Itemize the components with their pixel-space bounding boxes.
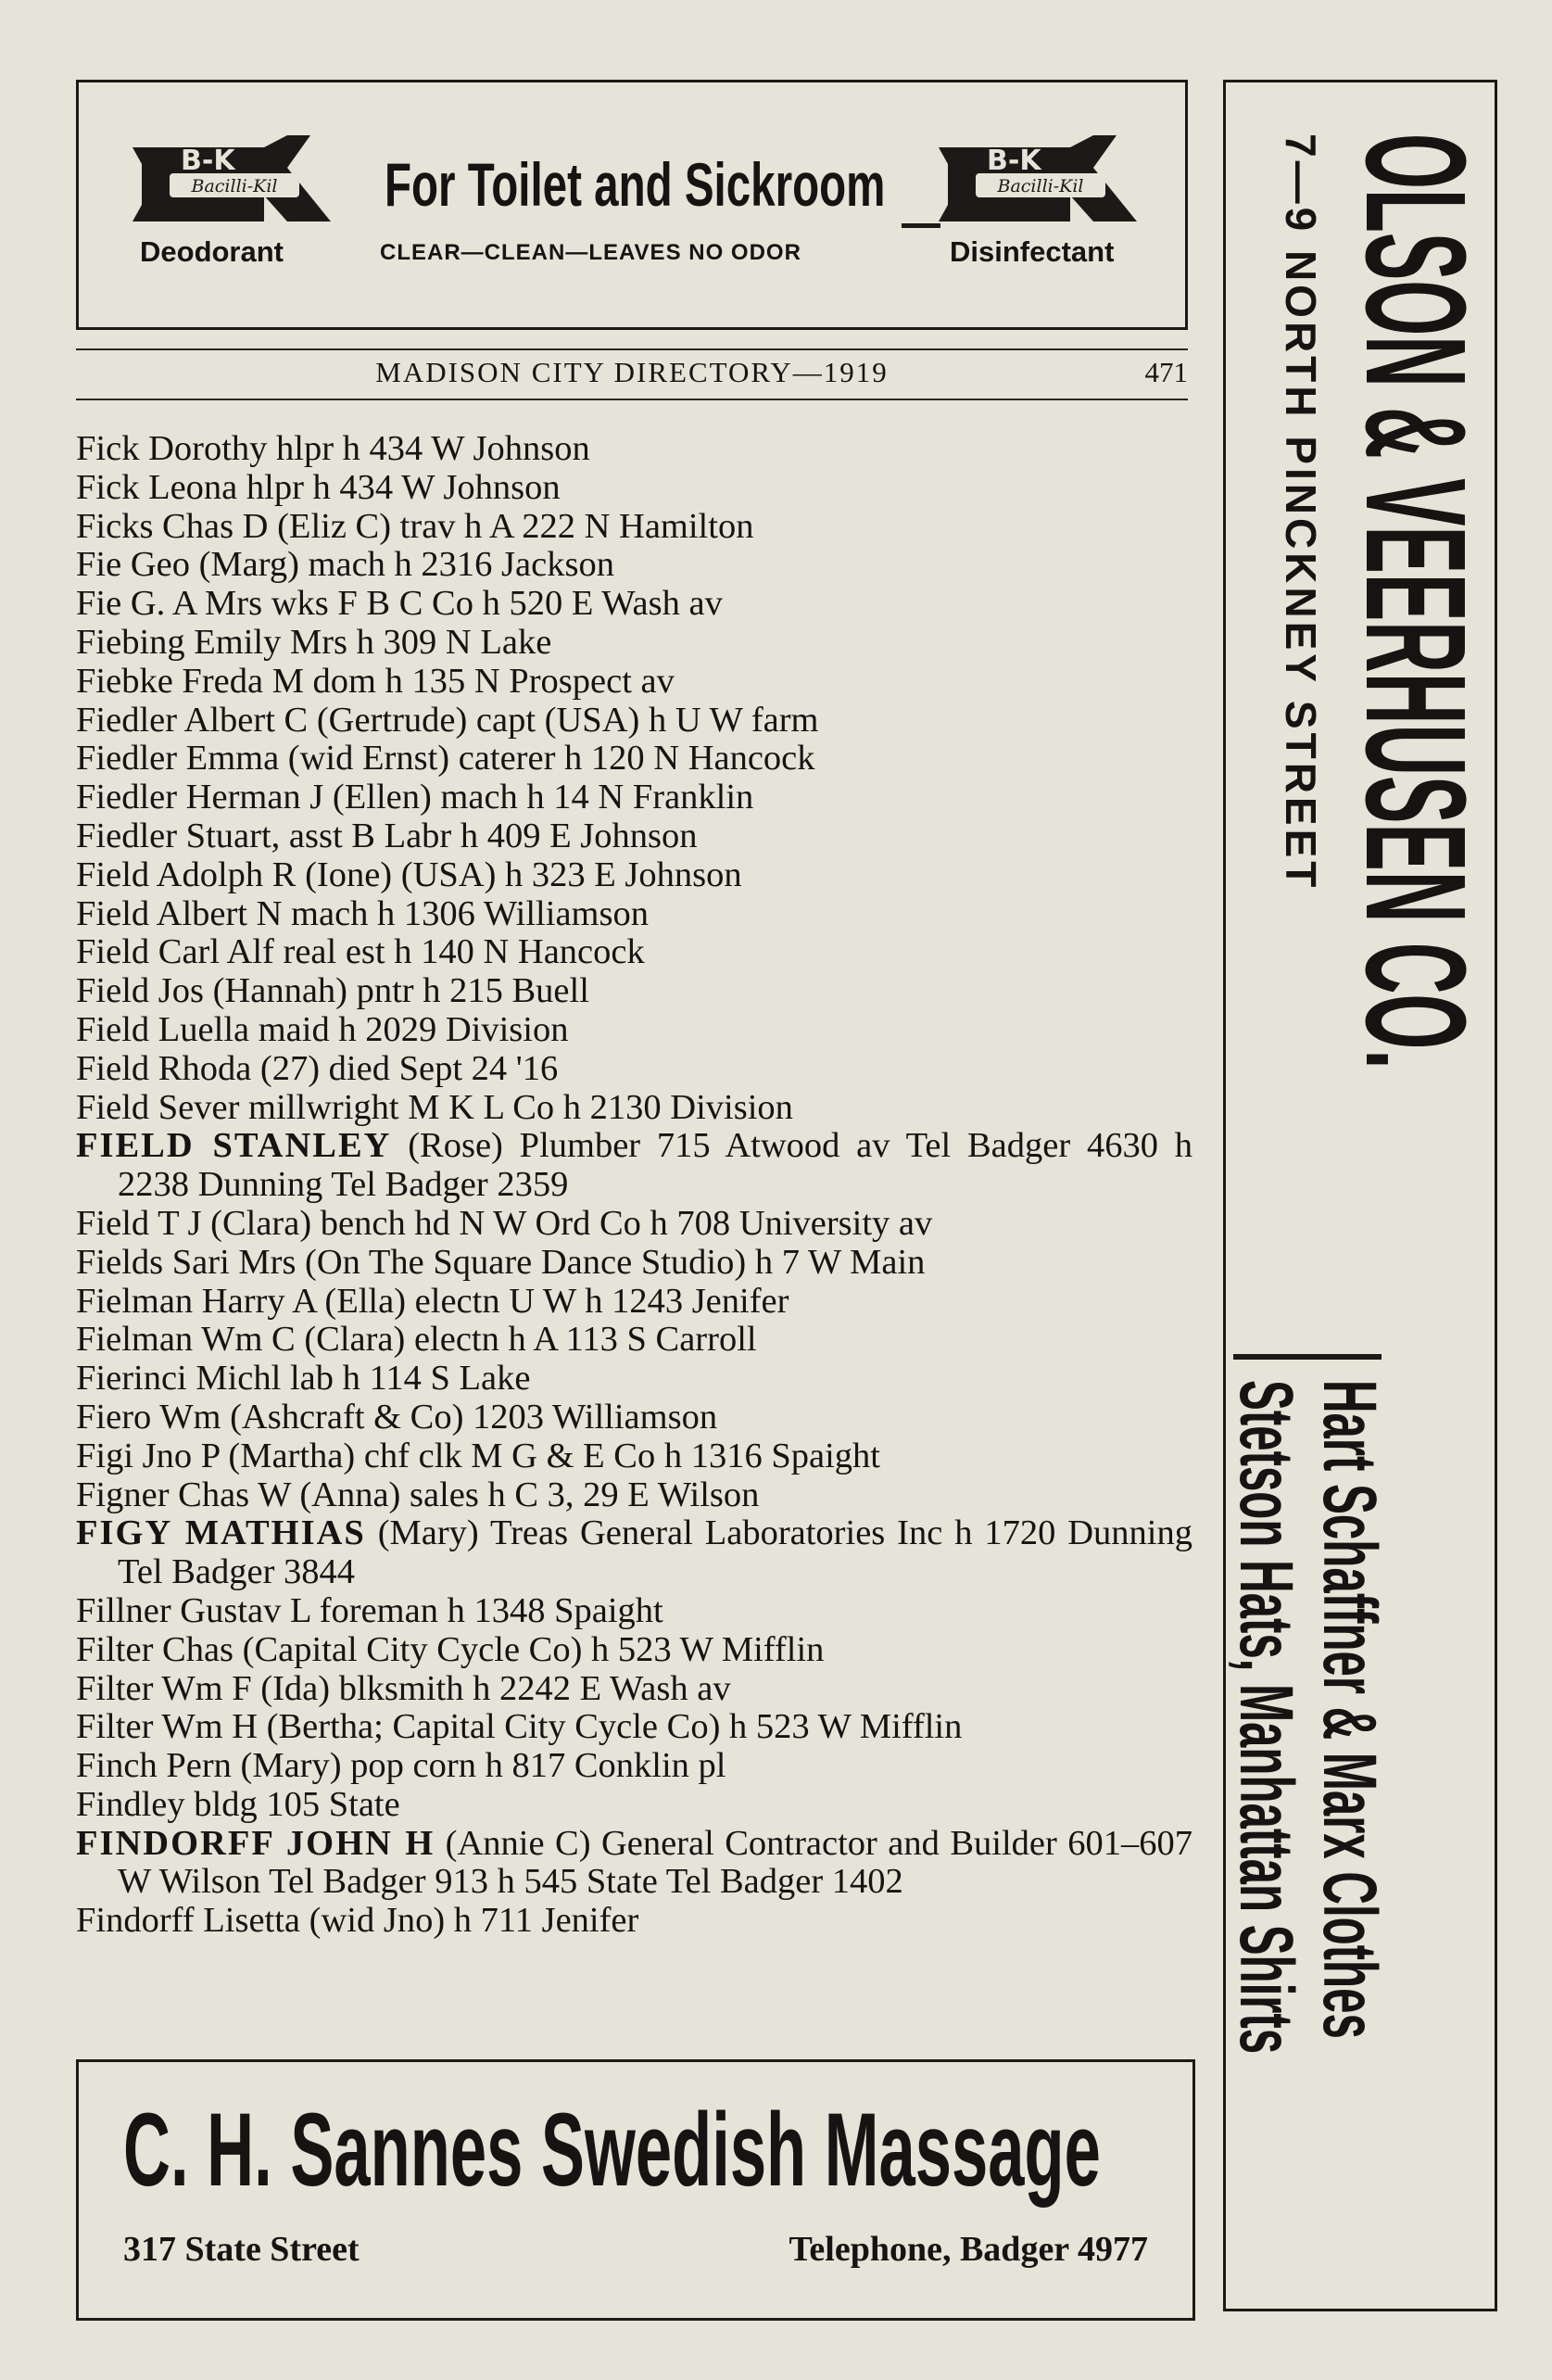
- entry-bold-name: FIELD STANLEY: [76, 1126, 392, 1166]
- ad-tagline: CLEAR—CLEAN—LEAVES NO ODOR: [380, 240, 801, 265]
- directory-entry: [76, 856, 1192, 895]
- directory-entry: [76, 1825, 1192, 1903]
- entry-text: Finch Pern (Mary) pop corn h 817 Conklin pl: [76, 1746, 726, 1786]
- side-advertisement: [1223, 80, 1497, 2311]
- directory-entry: [76, 469, 1192, 508]
- entry-text: Fick Leona hlpr h 434 W Johnson: [76, 467, 561, 507]
- directory-entry: [76, 1205, 1192, 1244]
- entry-text: Fiebing Emily Mrs h 309 N Lake: [76, 622, 552, 662]
- directory-entry: [76, 1127, 1192, 1205]
- directory-entry: [76, 1321, 1192, 1360]
- entry-text: Findley bldg 105 State: [76, 1784, 400, 1824]
- side-ad-firm-name: OLSON & VEERHUSEN CO.: [1336, 133, 1495, 1070]
- entry-text: (Annie C) General Contractor and Builder 601–607 W Wilson Tel Badger 913 h 545 State Tel Badger 1402: [118, 1823, 1192, 1902]
- massage-ad-title: C. H. Sannes Swedish Massage: [123, 2092, 1101, 2208]
- entry-text: Field Rhoda (27) died Sept 24 '16: [76, 1048, 559, 1088]
- entry-bold-name: FIGY MATHIAS: [76, 1513, 366, 1553]
- entry-text: Field Luella maid h 2029 Division: [76, 1009, 569, 1049]
- directory-entry: [76, 1399, 1192, 1437]
- directory-entry: [76, 1089, 1192, 1128]
- directory-entry: [76, 508, 1192, 547]
- side-ad-address: 7—9 NORTH PINCKNEY STREET: [1277, 133, 1325, 892]
- entry-text: Fields Sari Mrs (On The Square Dance Studio) h 7 W Main: [76, 1242, 926, 1282]
- entry-text: (Rose) Plumber 715 Atwood av Tel Badger 4630 h 2238 Dunning Tel Badger 2359: [118, 1126, 1192, 1205]
- directory-entry: [76, 430, 1192, 469]
- entry-text: Figner Chas W (Anna) sales h C 3, 29 E Wilson: [76, 1475, 760, 1514]
- directory-entry: [76, 817, 1192, 856]
- side-ad-divider: [1233, 1354, 1382, 1360]
- side-ad-hats-line: Stetson Hats, Manhattan Shirts: [1224, 1380, 1308, 2055]
- directory-entry: [76, 663, 1192, 702]
- bk-logo-right: [931, 131, 1144, 233]
- side-ad-clothes-line: Hart Schaffner & Marx Clothes: [1307, 1380, 1392, 2039]
- directory-entry: [76, 1902, 1192, 1941]
- entry-text: Fie Geo (Marg) mach h 2316 Jackson: [76, 545, 614, 585]
- directory-entry: [76, 1592, 1192, 1631]
- directory-entry: [76, 1283, 1192, 1322]
- entry-text: Fiedler Emma (wid Ernst) caterer h 120 N Hancock: [76, 739, 815, 779]
- entry-text: Fillner Gustav L foreman h 1348 Spaight: [76, 1590, 663, 1630]
- directory-entry: [76, 1631, 1192, 1670]
- entry-text: Fiero Wm (Ashcraft & Co) 1203 Williamson: [76, 1397, 718, 1437]
- entry-text: Fick Dorothy hlpr h 434 W Johnson: [76, 429, 590, 468]
- bk-logo-subtext: Bacilli-Kil: [191, 176, 278, 196]
- entry-text: Findorff Lisetta (wid Jno) h 711 Jenifer: [76, 1901, 639, 1941]
- entry-text: Fielman Wm C (Clara) electn h A 113 S Carroll: [76, 1320, 757, 1360]
- directory-entry: [76, 546, 1192, 585]
- entry-text: Filter Chas (Capital City Cycle Co) h 523 W Mifflin: [76, 1629, 825, 1669]
- directory-entry: [76, 1670, 1192, 1709]
- entry-text: (Mary) Treas General Laboratories Inc h 1720 Dunning Tel Badger 3844: [118, 1513, 1192, 1592]
- directory-entry: [76, 740, 1192, 779]
- massage-ad-telephone: Telephone, Badger 4977: [789, 2230, 1148, 2269]
- entry-text: Ficks Chas D (Eliz C) trav h A 222 N Hamilton: [76, 506, 754, 546]
- directory-entry: [76, 1011, 1192, 1050]
- directory-entry: [76, 1708, 1192, 1747]
- directory-entry: [76, 1050, 1192, 1089]
- entry-text: Field Carl Alf real est h 140 N Hancock: [76, 932, 645, 972]
- side-ad-rotated-content: [1226, 82, 1495, 2309]
- directory-entry: [76, 1514, 1192, 1592]
- entry-text: Fiedler Albert C (Gertrude) capt (USA) h U W farm: [76, 700, 819, 740]
- directory-entry: [76, 1786, 1192, 1825]
- entry-text: Fiebke Freda M dom h 135 N Prospect av: [76, 661, 675, 701]
- bk-logo-left: [125, 131, 338, 233]
- bk-logo-text: B-K: [181, 145, 235, 177]
- directory-entry: [76, 1244, 1192, 1283]
- directory-entry: [76, 972, 1192, 1011]
- entry-bold-name: FINDORFF JOHN H: [76, 1823, 435, 1863]
- entry-text: Fie G. A Mrs wks F B C Co h 520 E Wash av: [76, 584, 723, 624]
- entry-text: Field Jos (Hannah) pntr h 215 Buell: [76, 971, 589, 1011]
- entry-text: Field Sever millwright M K L Co h 2130 Division: [76, 1087, 793, 1127]
- directory-entry: [76, 702, 1192, 741]
- directory-entry: [76, 779, 1192, 817]
- entry-text: Filter Wm F (Ida) blksmith h 2242 E Wash av: [76, 1668, 731, 1708]
- directory-title: MADISON CITY DIRECTORY—1919: [375, 356, 889, 388]
- directory-entry: [76, 624, 1192, 663]
- bk-logo-subtext: Bacilli-Kil: [997, 176, 1084, 196]
- directory-entry: [76, 1747, 1192, 1786]
- ad-title: For Toilet and Sickroom: [385, 150, 886, 219]
- directory-entry: [76, 585, 1192, 624]
- massage-ad-address: 317 State Street: [123, 2230, 360, 2269]
- entry-text: Fielman Harry A (Ella) electn U W h 1243 Jenifer: [76, 1281, 789, 1321]
- page-number: 471: [1144, 356, 1188, 388]
- directory-entry: [76, 1437, 1192, 1476]
- bottom-advertisement: [76, 2059, 1195, 2321]
- entry-text: Figi Jno P (Martha) chf clk M G & E Co h 1316 Spaight: [76, 1436, 880, 1475]
- entry-text: Fiedler Stuart, asst B Labr h 409 E Johnson: [76, 816, 698, 855]
- running-head: [76, 348, 1188, 400]
- entry-text: Fierinci Michl lab h 114 S Lake: [76, 1359, 531, 1399]
- entry-text: Field T J (Clara) bench hd N W Ord Co h 708 University av: [76, 1203, 933, 1243]
- deodorant-label: Deodorant: [140, 235, 284, 268]
- directory-listings: [76, 430, 1192, 1941]
- top-advertisement: [76, 80, 1188, 330]
- directory-entry: [76, 933, 1192, 972]
- entry-text: Fiedler Herman J (Ellen) mach h 14 N Franklin: [76, 778, 754, 817]
- bk-logo-text: B-K: [987, 145, 1041, 177]
- entry-text: Field Adolph R (Ione) (USA) h 323 E Johnson: [76, 855, 742, 894]
- directory-entry: [76, 895, 1192, 934]
- entry-text: Field Albert N mach h 1306 Williamson: [76, 893, 649, 933]
- directory-entry: [76, 1360, 1192, 1399]
- disinfectant-label: Disinfectant: [950, 235, 1115, 268]
- entry-text: Filter Wm H (Bertha; Capital City Cycle Co) h 523 W Mifflin: [76, 1707, 963, 1747]
- directory-entry: [76, 1476, 1192, 1515]
